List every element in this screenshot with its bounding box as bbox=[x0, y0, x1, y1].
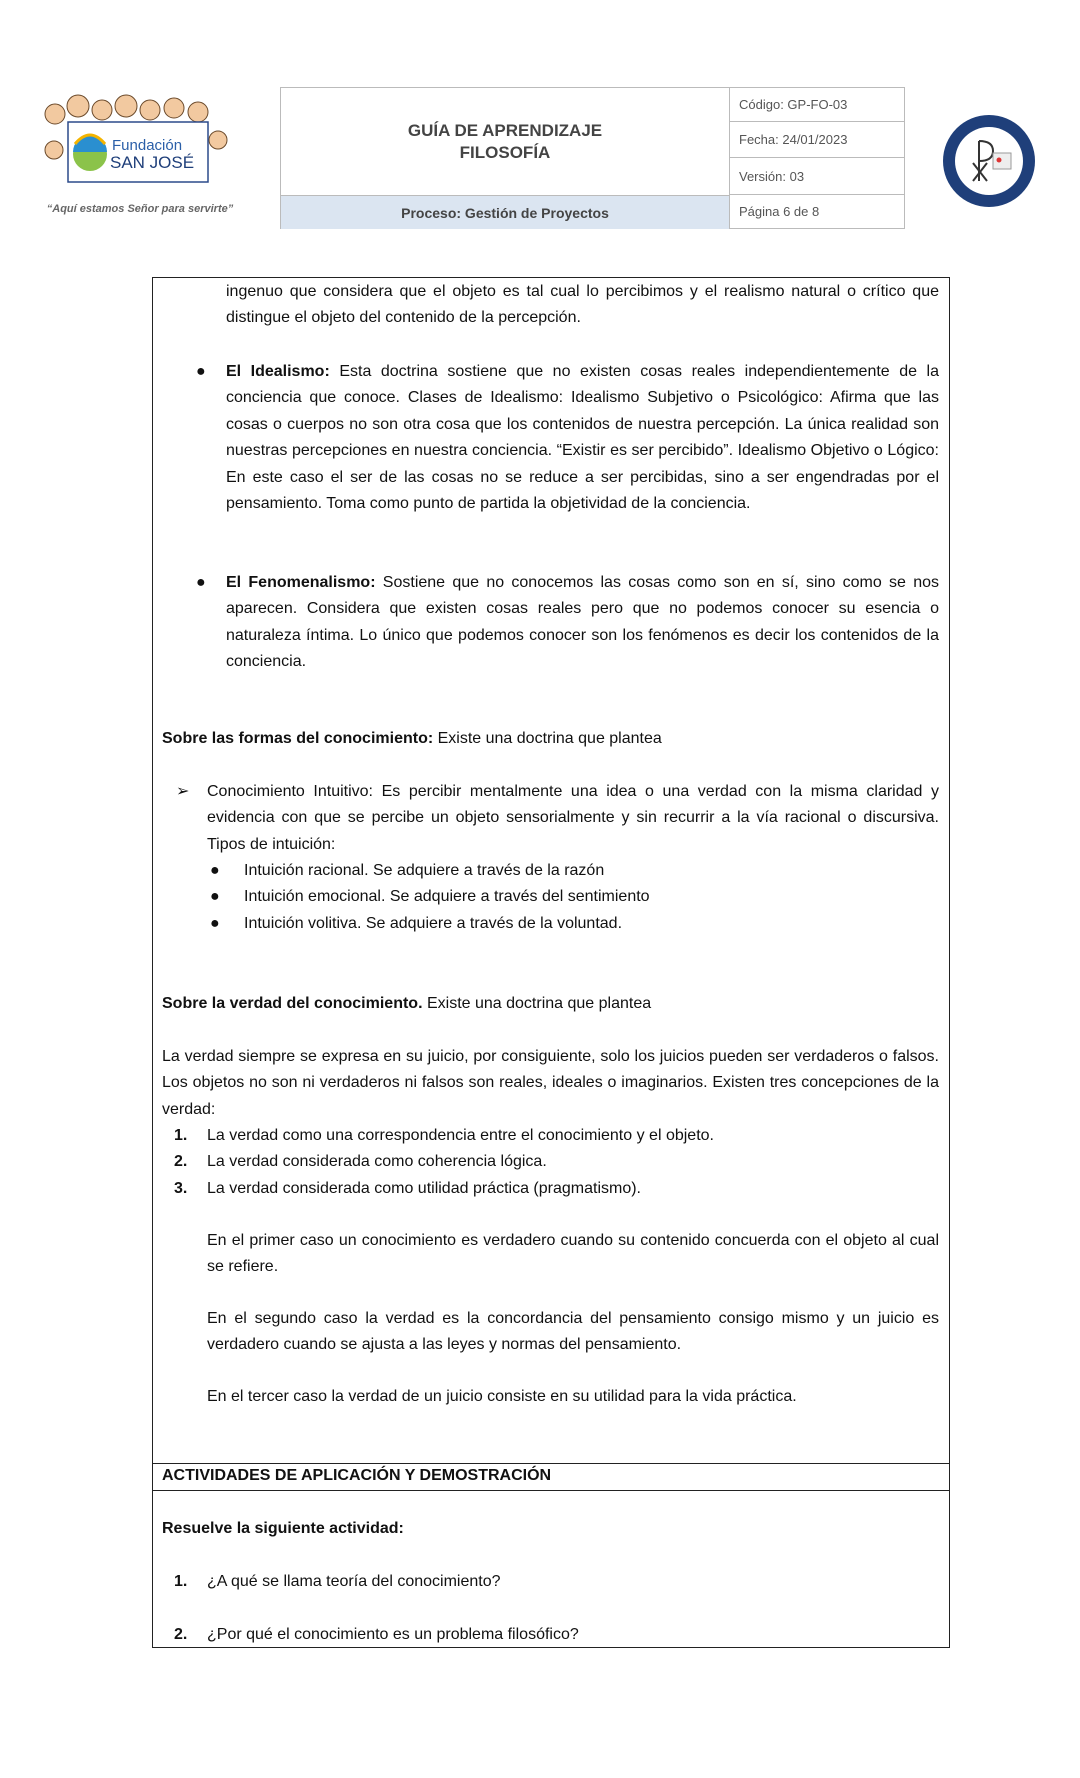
intro-paragraph: ingenuo que considera que el objeto es tal cual lo percibimos y el realismo natural o crítico que distingue el objeto del contenido de la percepción. bbox=[226, 283, 939, 327]
list-item: ● Intuición emocional. Se adquiere a través del sentimiento bbox=[210, 888, 650, 906]
idealismo-title: El Idealismo: bbox=[226, 363, 330, 380]
list-item-text: La verdad considerada como coherencia lógica. bbox=[207, 1153, 547, 1171]
section-divider bbox=[152, 1490, 950, 1491]
bullet-icon: ● bbox=[196, 574, 206, 591]
date-cell: Fecha: 24/01/2023 bbox=[730, 122, 905, 158]
fenomenalismo-text: Sostiene que no conocemos las cosas como son en sí, sino como se nos aparecen. Considera que existen cosas reales pero que no podemos conocer su esencia o naturaleza íntima. Lo único que podemos conocer son los fenómenos es decir los contenidos de la conciencia. bbox=[226, 574, 939, 671]
list-item-text: Intuición emocional. Se adquiere a través del sentimiento bbox=[244, 888, 650, 906]
question-text: ¿A qué se llama teoría del conocimiento? bbox=[207, 1573, 501, 1590]
title-line-1: GUÍA DE APRENDIZAJE bbox=[407, 120, 603, 140]
question-item bbox=[174, 1569, 501, 1595]
caso-2-paragraph: En el segundo caso la verdad es la concordancia del pensamiento consigo mismo y un juicio es verdadero cuando se ajusta a las leyes y normas del pensamiento. bbox=[207, 1310, 939, 1354]
list-item-text: Intuición racional. Se adquiere a través de la razón bbox=[244, 862, 605, 879]
list-number: 2. bbox=[174, 1153, 188, 1171]
intuitivo-paragraph: Conocimiento Intuitivo: Es percibir mentalmente una idea o una verdad con la misma claridad y evidencia con que se percibe un objeto sensorialmente y sin recurrir a la vía racional o discursiva. Tipos de intuición: bbox=[207, 783, 939, 853]
list-item: ● Intuición volitiva. Se adquiere a través de la voluntad. bbox=[210, 914, 623, 932]
document-title bbox=[281, 88, 730, 195]
concepciones-list bbox=[174, 1123, 714, 1202]
version-cell: Versión: 03 bbox=[730, 158, 905, 195]
page-cell: Página 6 de 8 bbox=[739, 204, 820, 219]
question-number: 2. bbox=[174, 1626, 188, 1643]
arrow-bullet-icon: ➢ bbox=[176, 783, 190, 800]
list-item-text: Intuición volitiva. Se adquiere a través de la voluntad. bbox=[244, 914, 623, 932]
list-item-text: La verdad como una correspondencia entre el conocimiento y el objeto. bbox=[207, 1127, 714, 1144]
formas-title: Sobre las formas del conocimiento: bbox=[162, 730, 434, 747]
school-seal-logo bbox=[941, 113, 1037, 209]
list-number: 3. bbox=[174, 1179, 188, 1197]
caso-3-paragraph: En el tercer caso la verdad de un juicio consiste en su utilidad para la vida práctica. bbox=[207, 1388, 797, 1405]
title-line-2: FILOSOFÍA bbox=[459, 142, 551, 162]
activities-heading: ACTIVIDADES DE APLICACIÓN Y DEMOSTRACIÓN bbox=[162, 1467, 552, 1484]
question-text: ¿Por qué el conocimiento es un problema filosófico? bbox=[207, 1626, 579, 1643]
list-item bbox=[174, 1123, 714, 1149]
idealismo-text: Esta doctrina sostiene que no existen cosas reales independientemente de la conciencia que conoce. Clases de Idealismo: Idealismo Subjetivo o Psicológico: Afirma que las cosas o cuerpos no son otra cosa que los contenidos de nuestra percepción. La única realidad son nuestras percepciones en nuestra conciencia. “Existir es ser percibido”. Idealismo Objetivo o Lógico: En este caso el ser de las cosas no se reduce a ser percibidas, sino a ser engendradas por el pensamiento. Toma como punto de partida la objetividad de la conciencia. bbox=[226, 363, 940, 513]
code-cell: Código: GP-FO-03 bbox=[730, 88, 905, 122]
idealismo-paragraph bbox=[226, 359, 939, 517]
bullet-icon: ● bbox=[196, 363, 206, 380]
tagline: “Aquí estamos Señor para servirte” bbox=[46, 203, 234, 215]
intuition-list bbox=[210, 858, 650, 937]
question-number: 1. bbox=[174, 1573, 188, 1590]
fenomenalismo-title: El Fenomenalismo: bbox=[226, 574, 376, 591]
formas-text: Existe una doctrina que plantea bbox=[433, 730, 662, 747]
fenomenalismo-paragraph bbox=[226, 570, 939, 676]
svg-text:SAN JOSÉ: SAN JOSÉ bbox=[110, 153, 195, 172]
svg-text:Fundación: Fundación bbox=[112, 137, 183, 154]
list-item bbox=[174, 1176, 714, 1202]
document-header-table bbox=[280, 87, 905, 229]
verdad-paragraph: La verdad siempre se expresa en su juicio, por consiguiente, solo los juicios pueden ser verdaderos o falsos. Los objetos no son ni verdaderos ni falsos son reales, ideales o imaginarios. Existen tres concepciones de la verdad: bbox=[162, 1048, 939, 1118]
caso-1-paragraph: En el primer caso un conocimiento es verdadero cuando su contenido concuerda con el objeto al cual se refiere. bbox=[207, 1232, 939, 1276]
process-label: Proceso: Gestión de Proyectos bbox=[281, 195, 730, 229]
fundacion-san-jose-logo bbox=[40, 92, 240, 192]
formas-heading bbox=[162, 726, 939, 752]
verdad-heading bbox=[162, 991, 939, 1017]
list-number: 1. bbox=[174, 1127, 188, 1144]
list-item bbox=[174, 1149, 714, 1175]
list-item: ● Intuición racional. Se adquiere a través de la razón bbox=[210, 862, 605, 879]
question-item bbox=[174, 1622, 579, 1648]
activities-instruction: Resuelve la siguiente actividad: bbox=[162, 1520, 404, 1537]
verdad-text: Existe una doctrina que plantea bbox=[422, 995, 652, 1012]
verdad-title: Sobre la verdad del conocimiento. bbox=[162, 995, 423, 1012]
list-item-text: La verdad considerada como utilidad práctica (pragmatismo). bbox=[207, 1179, 641, 1197]
